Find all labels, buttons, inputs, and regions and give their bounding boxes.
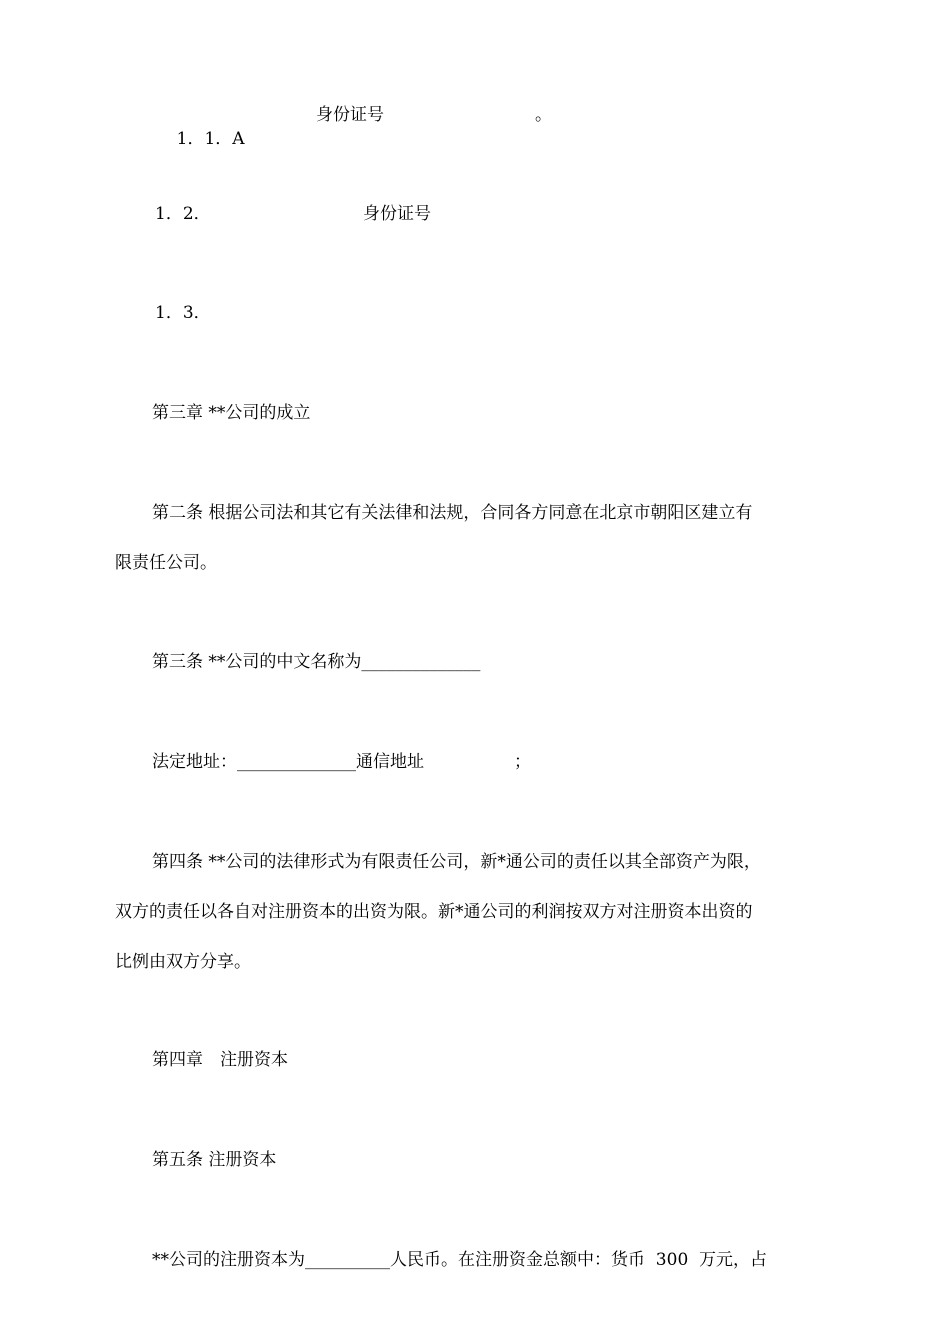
- item-1-1-end: 。: [535, 105, 552, 125]
- article-4-line-2: 双方的责任以各自对注册资本的出资为限。新*通公司的利润按双方对注册资本出资的: [115, 902, 753, 922]
- item-1-3-number: 1．3．: [155, 303, 211, 323]
- capital-suffix: 人民币。在注册资金总额中：货币 300 万元，占: [390, 1250, 768, 1270]
- item-1-1-id-label: 身份证号: [316, 105, 384, 125]
- capital-amount-blank: __________: [305, 1250, 390, 1270]
- capital-prefix: **公司的注册资本为: [152, 1250, 305, 1270]
- article-3: [152, 650, 480, 674]
- item-1-1: [155, 103, 245, 175]
- mail-address-label: 通信地址: [356, 752, 424, 772]
- article-4-line-1: 第四条 **公司的法律形式为有限责任公司，新*通公司的责任以其全部资产为限，: [152, 852, 761, 872]
- registered-capital-line: [152, 1248, 767, 1272]
- chapter-3-title: 第三章 **公司的成立: [152, 403, 311, 423]
- mail-address-end: ；: [514, 752, 531, 772]
- article-4-line-3: 比例由双方分享。: [115, 952, 251, 972]
- company-name-blank: ______________: [361, 652, 481, 672]
- item-1-2-id-label: 身份证号: [363, 204, 431, 224]
- item-1-2-number: 1．2．: [155, 204, 211, 224]
- article-5-title: 第五条 注册资本: [152, 1150, 277, 1170]
- article-2-line-1: 第二条 根据公司法和其它有关法律和法规，合同各方同意在北京市朝阳区建立有: [152, 503, 753, 523]
- address-line: [152, 750, 424, 774]
- item-1-1-number: 1．1．A: [176, 129, 245, 149]
- legal-address-label: 法定地址：: [152, 752, 237, 772]
- chapter-4-title: 第四章 注册资本: [152, 1050, 288, 1070]
- article-3-text: 第三条 **公司的中文名称为: [152, 652, 362, 672]
- article-2-line-2: 限责任公司。: [115, 553, 217, 573]
- legal-address-blank: ______________: [237, 752, 356, 772]
